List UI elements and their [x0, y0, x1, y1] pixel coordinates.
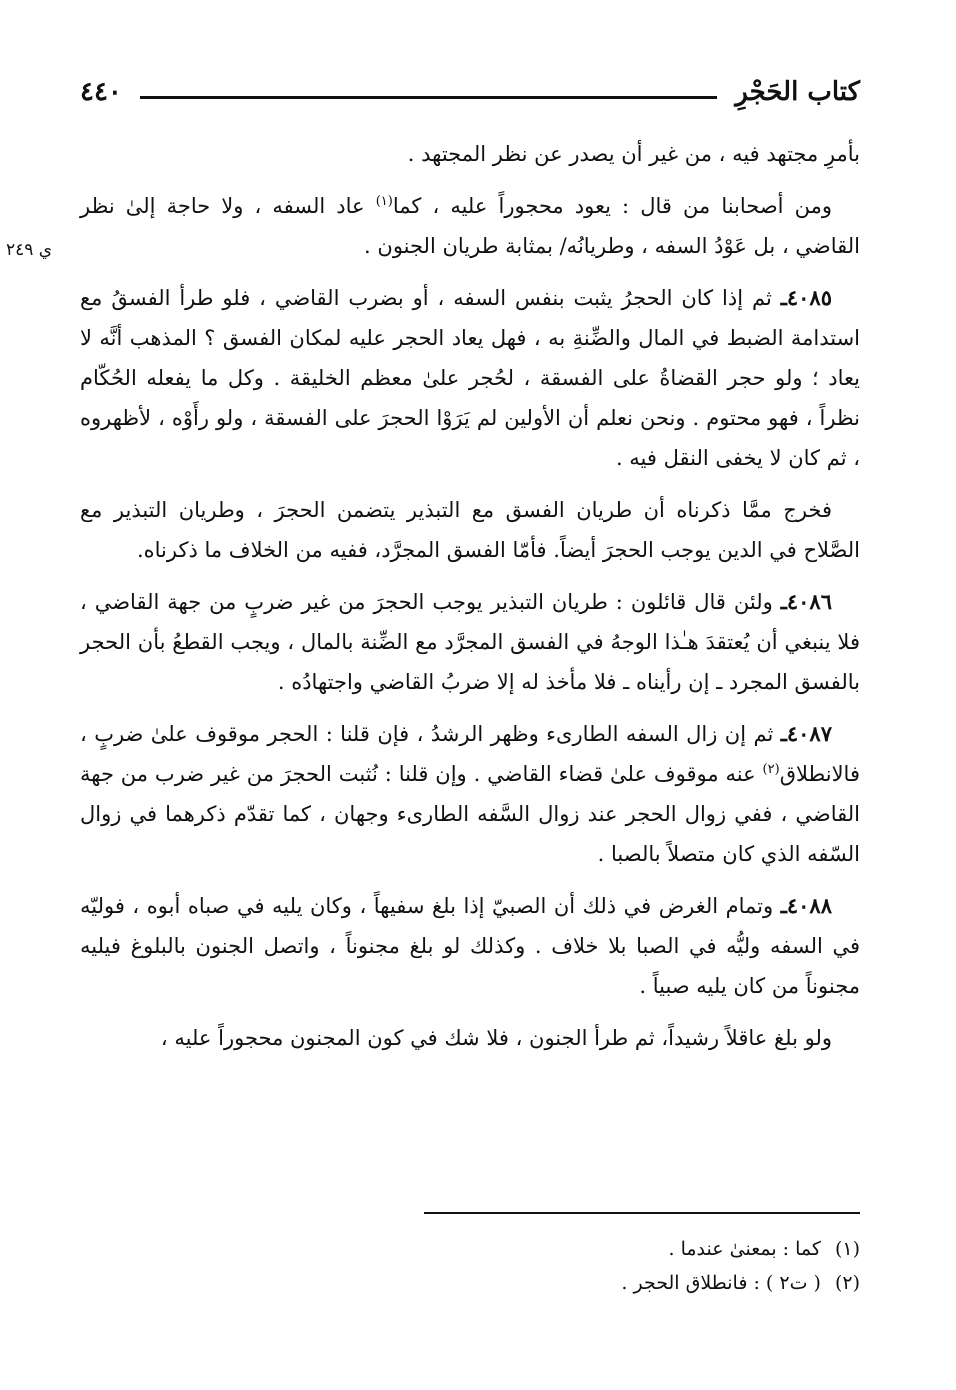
- footnote-mark: (١): [834, 1238, 860, 1260]
- footnote-ref-1[interactable]: (١): [375, 194, 393, 209]
- paragraph-text: عنه موقوف علىٰ قضاء القاضي . وإن قلنا : نُثبت الحجرَ من غير ضرب من جهة القاضي ، ففي زوال الحجر عند زوال السَّفه الطارىء وجهان ، كما تقدّم ذكرهما في زوال السّفه الذي كان متصلاً بالصبا .: [80, 762, 860, 866]
- footnote-ref-2[interactable]: (٢): [762, 762, 780, 777]
- paragraph-number: ٤٠٨٥ـ: [780, 285, 832, 310]
- paragraph-text: عاد السفه ، ولا حاجة إلىٰ نظر القاضي ، بل عَوْدُ السفه ، وطريانُه/ بمثابة طريان الجنون .: [80, 194, 860, 258]
- numbered-paragraph-4087: [80, 714, 860, 874]
- numbered-paragraph-4088: [80, 886, 860, 1006]
- paragraph: [80, 1018, 860, 1058]
- footnote-separator: [424, 1212, 860, 1214]
- footnote-mark: (٢): [834, 1272, 860, 1294]
- paragraph-text: ولو بلغ عاقلاً رشيداً، ثم طرأ الجنون ، فلا شك في كون المجنون محجوراً عليه ،: [160, 1026, 832, 1050]
- page-number: ٤٤٠: [80, 77, 122, 107]
- footnote-list: [80, 1232, 860, 1300]
- paragraph-text: فخرج ممَّا ذكرناه أن طريان الفسق مع التبذير يتضمن الحجرَ ، وطريان التبذير مع الصَّلاح في الدين يوجب الحجرَ أيضاً. فأمّا الفسق المجرَّد، ففيه من الخلاف ما ذكرناه.: [80, 498, 860, 562]
- main-text: [6, 134, 860, 1058]
- numbered-paragraph-4085: [80, 278, 860, 478]
- footnote-item: [80, 1232, 860, 1266]
- header-rule: [140, 96, 717, 99]
- paragraph-text: ولئن قال قائلون : طريان التبذير يوجب الحجرَ من غير ضربٍ من جهة القاضي ، فلا ينبغي أن يُعتقدَ هـٰذا الوجهُ في الفسق المجرَّد مع الضِّنة بالمال ، ويجب القطعُ بأن الحجر بالفسق المجرد ـ إن رأيناه ـ فلا مأخذ له إلا ضربُ القاضي واجتهادُه .: [80, 590, 860, 694]
- paragraph-number: ٤٠٨٧ـ: [780, 721, 832, 746]
- page-header: [80, 70, 860, 114]
- paragraph-text: ثم إذا كان الحجرُ يثبت بنفس السفه ، أو بضرب القاضي ، فلو طرأ الفسقُ مع استدامة الضبط في المال والضِّنةِ به ، فهل يعاد الحجر عليه لمكان الفسق ؟ المذهب أنَّه لا يعاد ؛ ولو حجر القضاةُ على الفسقة ، لحُجر علىٰ معظم الخليقة . وكل ما يفعله الحُكّام نظراً ، فهو محتوم . ونحن نعلم أن الأولين لم يَرَوْا الحجرَ على الفسقة ، ولو رأَوْه ، لأظهروه ، ثم كان لا يخفى النقل فيه .: [80, 286, 860, 470]
- footnote-text: كما : بمعنىٰ عندما .: [668, 1238, 821, 1260]
- paragraph-continuation: [80, 134, 860, 174]
- paragraph-number: ٤٠٨٨ـ: [780, 893, 832, 918]
- paragraph: [80, 490, 860, 570]
- paragraph-number: ٤٠٨٦ـ: [780, 589, 832, 614]
- paragraph-text: بأمرِ مجتهد فيه ، من غير أن يصدر عن نظر المجتهد .: [407, 142, 860, 166]
- footnote-text: ( ت٢ ) : فانطلاق الحجر .: [621, 1272, 821, 1294]
- paragraph-text: وتمام الغرض في ذلك أن الصبيّ إذا بلغ سفيهاً ، وكان يليه في صباه أبوه ، فوليّه في السفه وليُّه في الصبا بلا خلاف . وكذلك لو بلغ مجنوناً ، واتصل الجنون بالبلوغ فيليه مجنوناً من كان يليه صبياً .: [80, 894, 860, 998]
- paragraph-text: ثم إن زال السفه الطارىء وظهر الرشدُ ، فإن قلنا : الحجر موقوف علىٰ ضربٍ ، فالانطلاق: [80, 722, 860, 786]
- book-title: كتاب الحَجْرِ: [735, 77, 860, 107]
- footnote-item: [80, 1266, 860, 1300]
- paragraph-text: ومن أصحابنا من قال : يعود محجوراً عليه ، كما: [392, 194, 832, 218]
- numbered-paragraph-4086: [80, 582, 860, 702]
- page-body: [6, 70, 860, 1070]
- footnotes: [80, 1212, 860, 1300]
- margin-manuscript-note: ي ٢٤٩: [6, 240, 53, 260]
- paragraph: [6, 186, 860, 266]
